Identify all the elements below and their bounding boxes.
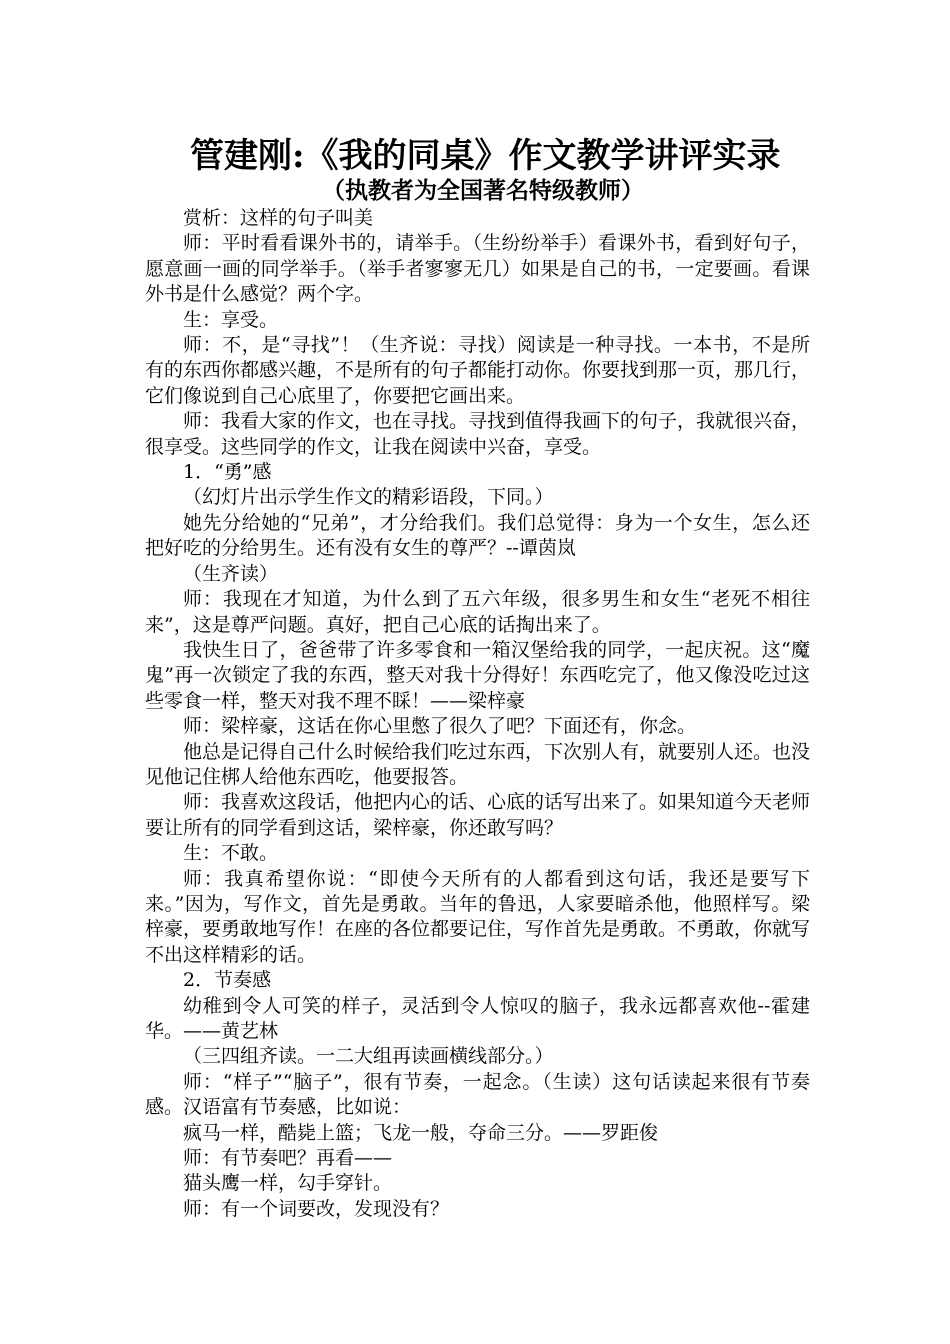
- student-quote: 幼稚到令人可笑的样子，灵活到令人惊叹的脑子，我永远都喜欢他--霍建华。——黄艺林: [145, 994, 810, 1042]
- paragraph: 师：有节奏吧？再看——: [183, 1147, 393, 1170]
- document-body: [145, 206, 810, 1222]
- section-heading: 1．“勇”感: [183, 461, 272, 484]
- student-quote: 我快生日了，爸爸带了许多零食和一箱汉堡给我的同学，一起庆祝。这“魔鬼”再一次锁定了我的东西，整天对我十分得好！东西吃完了，他又像没吃过这些零食一样，整天对我不理不睬！——梁梓豪: [145, 638, 810, 712]
- paragraph: 师：不，是“寻找”！（生齐说：寻找）阅读是一种寻找。一本书，不是所有的东西你都感兴趣，不是所有的句子都能打动你。你要找到那一页，那几行，它们像说到自己心底里了，你要把它画出来。: [145, 334, 811, 407]
- paragraph: （三四组齐读。一二大组再读画横线部分。）: [183, 1045, 554, 1068]
- paragraph: （生齐读）: [183, 562, 279, 585]
- paragraph: 师：“样子”“脑子”，很有节奏，一起念。（生读）这句话读起来很有节奏感。汉语富有节奏感，比如说：: [145, 1070, 810, 1119]
- paragraph: 赏析：这样的句子叫美: [183, 207, 374, 229]
- student-quote: 疯马一样，酷毙上篮；飞龙一般，夺命三分。——罗距俊: [183, 1121, 659, 1144]
- paragraph: 师：平时看看课外书的，请举手。（生纷纷举手）看课外书，看到好句子，愿意画一画的同学举手。（举手者寥寥无几）如果是自己的书，一定要画。看课外书是什么感觉？两个字。: [145, 232, 810, 306]
- paragraph: 师：梁梓豪，这话在你心里憋了很久了吧？下面还有，你念。: [183, 715, 697, 738]
- document-title: 管建刚:《我的同桌》作文教学讲评实录: [190, 136, 781, 176]
- document-subtitle: （执教者为全国著名特级教师）: [322, 178, 644, 204]
- student-quote: 他总是记得自己什么时候给我们吃过东西，下次别人有，就要别人还。也没见他记住梆人给他东西吃，他要报答。: [145, 740, 811, 788]
- paragraph: 生：不敢。: [183, 842, 279, 865]
- paragraph: 师：我看大家的作文，也在寻找。寻找到值得我画下的句子，我就很兴奋，很享受。这些同学的作文，让我在阅读中兴奋，享受。: [145, 410, 811, 458]
- student-quote: 她先分给她的“兄弟”，才分给我们。我们总觉得：身为一个女生，怎么还把好吃的分给男生。还有没有女生的尊严？--谭茵岚: [145, 511, 810, 560]
- section-heading: 2．节奏感: [183, 969, 272, 992]
- paragraph: （幻灯片出示学生作文的精彩语段，下同。）: [183, 486, 554, 509]
- student-quote: 猫头鹰一样，勾手穿针。: [183, 1172, 393, 1195]
- paragraph: 生：享受。: [183, 308, 279, 331]
- paragraph: 师：我喜欢这段话，他把内心的话、心底的话写出来了。如果知道今天老师要让所有的同学看到这话，梁梓豪，你还敢写吗？: [145, 791, 811, 839]
- paragraph: 师：有一个词要改，发现没有？: [183, 1197, 450, 1220]
- paragraph: 师：我真希望你说：“即使今天所有的人都看到这句话，我还是要写下来。”因为，写作文，首先是勇敢。当年的鲁迅，人家要暗杀他，他照样写。梁梓豪，要勇敢地写作！在座的各位都要记住，写作首先是勇敢。不勇敢，你就写不出这样精彩的话。: [145, 867, 811, 966]
- paragraph: 师：我现在才知道，为什么到了五六年级，很多男生和女生“老死不相往来”，这是尊严问题。真好，把自己心底的话掏出来了。: [145, 588, 810, 636]
